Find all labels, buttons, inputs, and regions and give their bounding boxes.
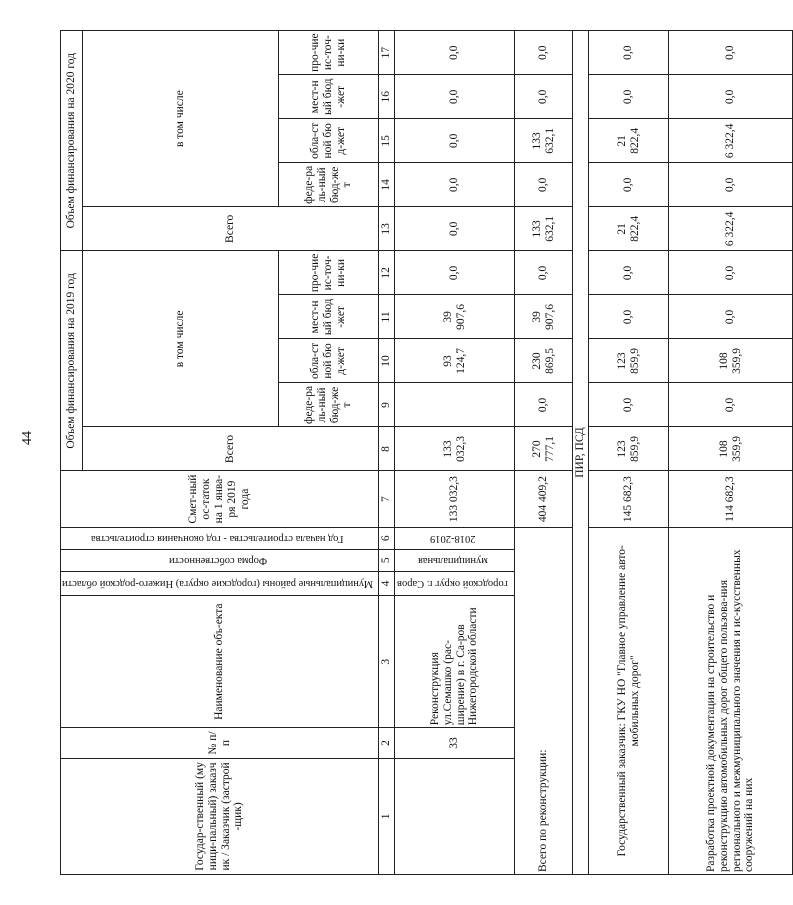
table-row-design xyxy=(669,31,793,875)
header-fin-2019: Объем финансирования на 2019 год xyxy=(61,251,83,471)
col-number: 6 xyxy=(379,527,395,549)
cell-2019-total: 270 777,1 xyxy=(515,427,573,471)
header-2019-federal: феде-раль-ный бюд-жет xyxy=(279,383,379,427)
column-number-row xyxy=(379,31,395,875)
cell-2020-federal: 0,0 xyxy=(589,163,669,207)
cell-2019-local: 39 907,6 xyxy=(515,295,573,339)
header-2019-other: про-чие ис-точ-ни-ки xyxy=(279,251,379,295)
cell-design-label: Разработка проектной документации на строительство и реконструкцию автомобильных дорог общего пользова-ния регионального и межмуниципального значения и ис-кусственных сооружений на них xyxy=(669,527,793,874)
table-row-customer xyxy=(589,31,669,875)
header-2019-regional: обла-стной бюд-жет xyxy=(279,339,379,383)
header-2020-local: мест-ный бюд-жет xyxy=(279,75,379,119)
cell-2020-local: 0,0 xyxy=(515,75,573,119)
header-municipality: Муниципальные районы (городские округа) Нижего-родской области xyxy=(61,571,379,595)
cell-2019-other: 0,0 xyxy=(395,251,515,295)
header-2020-total: Всего xyxy=(83,207,379,251)
col-number: 16 xyxy=(379,75,395,119)
col-number: 13 xyxy=(379,207,395,251)
header-customer: Государ-ственный (муници-пальный) заказчик / Заказчик (застрой-щик) xyxy=(61,758,379,874)
col-number: 8 xyxy=(379,427,395,471)
col-number: 1 xyxy=(379,758,395,874)
cell-2020-federal: 0,0 xyxy=(515,163,573,207)
header-fin-2020: Объем финансирования на 2020 год xyxy=(61,31,83,251)
col-number: 7 xyxy=(379,471,395,527)
cell-2020-local: 0,0 xyxy=(669,75,793,119)
col-number: 14 xyxy=(379,163,395,207)
col-number: 9 xyxy=(379,383,395,427)
cell-2019-federal: 0,0 xyxy=(589,383,669,427)
cell-2020-total: 0,0 xyxy=(395,207,515,251)
col-number: 2 xyxy=(379,728,395,759)
header-years: Год начала строительства - год окончания строительства xyxy=(61,527,379,549)
section-title: ПИР, ПСД xyxy=(573,31,589,875)
header-object-name: Наименование объ-екта xyxy=(61,596,379,728)
cell-2020-regional: 21 822,4 xyxy=(589,119,669,163)
cell-2020-regional: 6 322,4 xyxy=(669,119,793,163)
financing-table xyxy=(60,30,793,875)
cell-2019-local: 0,0 xyxy=(589,295,669,339)
header-2020-federal: феде-раль-ный бюд-жет xyxy=(279,163,379,207)
col-number: 17 xyxy=(379,31,395,75)
cell-2019-local: 0,0 xyxy=(669,295,793,339)
cell-2020-other: 0,0 xyxy=(515,31,573,75)
cell-row-number: 33 xyxy=(395,728,515,759)
col-number: 15 xyxy=(379,119,395,163)
cell-2019-regional: 93 124,7 xyxy=(395,339,515,383)
financing-table-rotated xyxy=(60,30,756,875)
header-2019-incl: в том числе xyxy=(83,251,279,427)
cell-2020-federal: 0,0 xyxy=(669,163,793,207)
cell-2019-regional: 230 869,5 xyxy=(515,339,573,383)
cell-2019-other: 0,0 xyxy=(669,251,793,295)
header-num: № п/п xyxy=(61,728,379,759)
col-number: 4 xyxy=(379,571,395,595)
cell-2019-total: 133 032,3 xyxy=(395,427,515,471)
col-number: 3 xyxy=(379,596,395,728)
cell-2019-total: 123 859,9 xyxy=(589,427,669,471)
cell-2020-local: 0,0 xyxy=(395,75,515,119)
cell-2019-other: 0,0 xyxy=(589,251,669,295)
cell-reconstruction-total-label: Всего по реконструкции: xyxy=(515,527,573,874)
cell-customer-label: Государственный заказчик: ГКУ НО "Главное управление авто-мобильных дорог" xyxy=(589,527,669,874)
header-2019-local: мест-ный бюд-жет xyxy=(279,295,379,339)
cell-remainder: 145 682,3 xyxy=(589,471,669,527)
cell-customer-empty xyxy=(395,758,515,874)
cell-2020-regional: 0,0 xyxy=(395,119,515,163)
cell-2019-total: 108 359,9 xyxy=(669,427,793,471)
cell-2019-regional: 108 359,9 xyxy=(669,339,793,383)
table-row-reconstruction-total xyxy=(515,31,573,875)
page-number: 44 xyxy=(20,431,35,445)
cell-2019-local: 39 907,6 xyxy=(395,295,515,339)
cell-2020-regional: 133 632,1 xyxy=(515,119,573,163)
cell-2020-other: 0,0 xyxy=(589,31,669,75)
cell-2020-other: 0,0 xyxy=(395,31,515,75)
cell-2019-other: 0,0 xyxy=(515,251,573,295)
cell-remainder: 133 032,3 xyxy=(395,471,515,527)
header-ownership: Форма собственности xyxy=(61,549,379,571)
cell-municipality: городской округ г. Саров xyxy=(395,571,515,595)
header-remainder: Смет-ный ос-таток на 1 янва-ря 2019 года xyxy=(61,471,379,527)
cell-remainder: 114 682,3 xyxy=(669,471,793,527)
cell-2019-federal: 0,0 xyxy=(669,383,793,427)
cell-2020-total: 6 322,4 xyxy=(669,207,793,251)
cell-2020-total: 133 632,1 xyxy=(515,207,573,251)
cell-ownership: муниципальная xyxy=(395,549,515,571)
cell-2020-other: 0,0 xyxy=(669,31,793,75)
cell-2019-regional: 123 859,9 xyxy=(589,339,669,383)
col-number: 10 xyxy=(379,339,395,383)
cell-2020-federal: 0,0 xyxy=(395,163,515,207)
cell-2019-federal: 0,0 xyxy=(515,383,573,427)
cell-remainder: 404 409,2 xyxy=(515,471,573,527)
cell-2019-federal xyxy=(395,383,515,427)
cell-2020-total: 21 822,4 xyxy=(589,207,669,251)
table-row-object-33 xyxy=(395,31,515,875)
col-number: 11 xyxy=(379,295,395,339)
col-number: 5 xyxy=(379,549,395,571)
table-row-section-title xyxy=(573,31,589,875)
header-2020-regional: обла-стной бюд-жет xyxy=(279,119,379,163)
cell-2020-local: 0,0 xyxy=(589,75,669,119)
col-number: 12 xyxy=(379,251,395,295)
cell-object-name: Реконструкция ул.Семашко (рас-ширение) в г. Са-ров Нижегородской области xyxy=(395,596,515,728)
header-2019-total: Всего xyxy=(83,427,379,471)
cell-years: 2018-2019 xyxy=(395,527,515,549)
header-2020-other: про-чие ис-точ-ни-ки xyxy=(279,31,379,75)
header-2020-incl: в том числе xyxy=(83,31,279,207)
